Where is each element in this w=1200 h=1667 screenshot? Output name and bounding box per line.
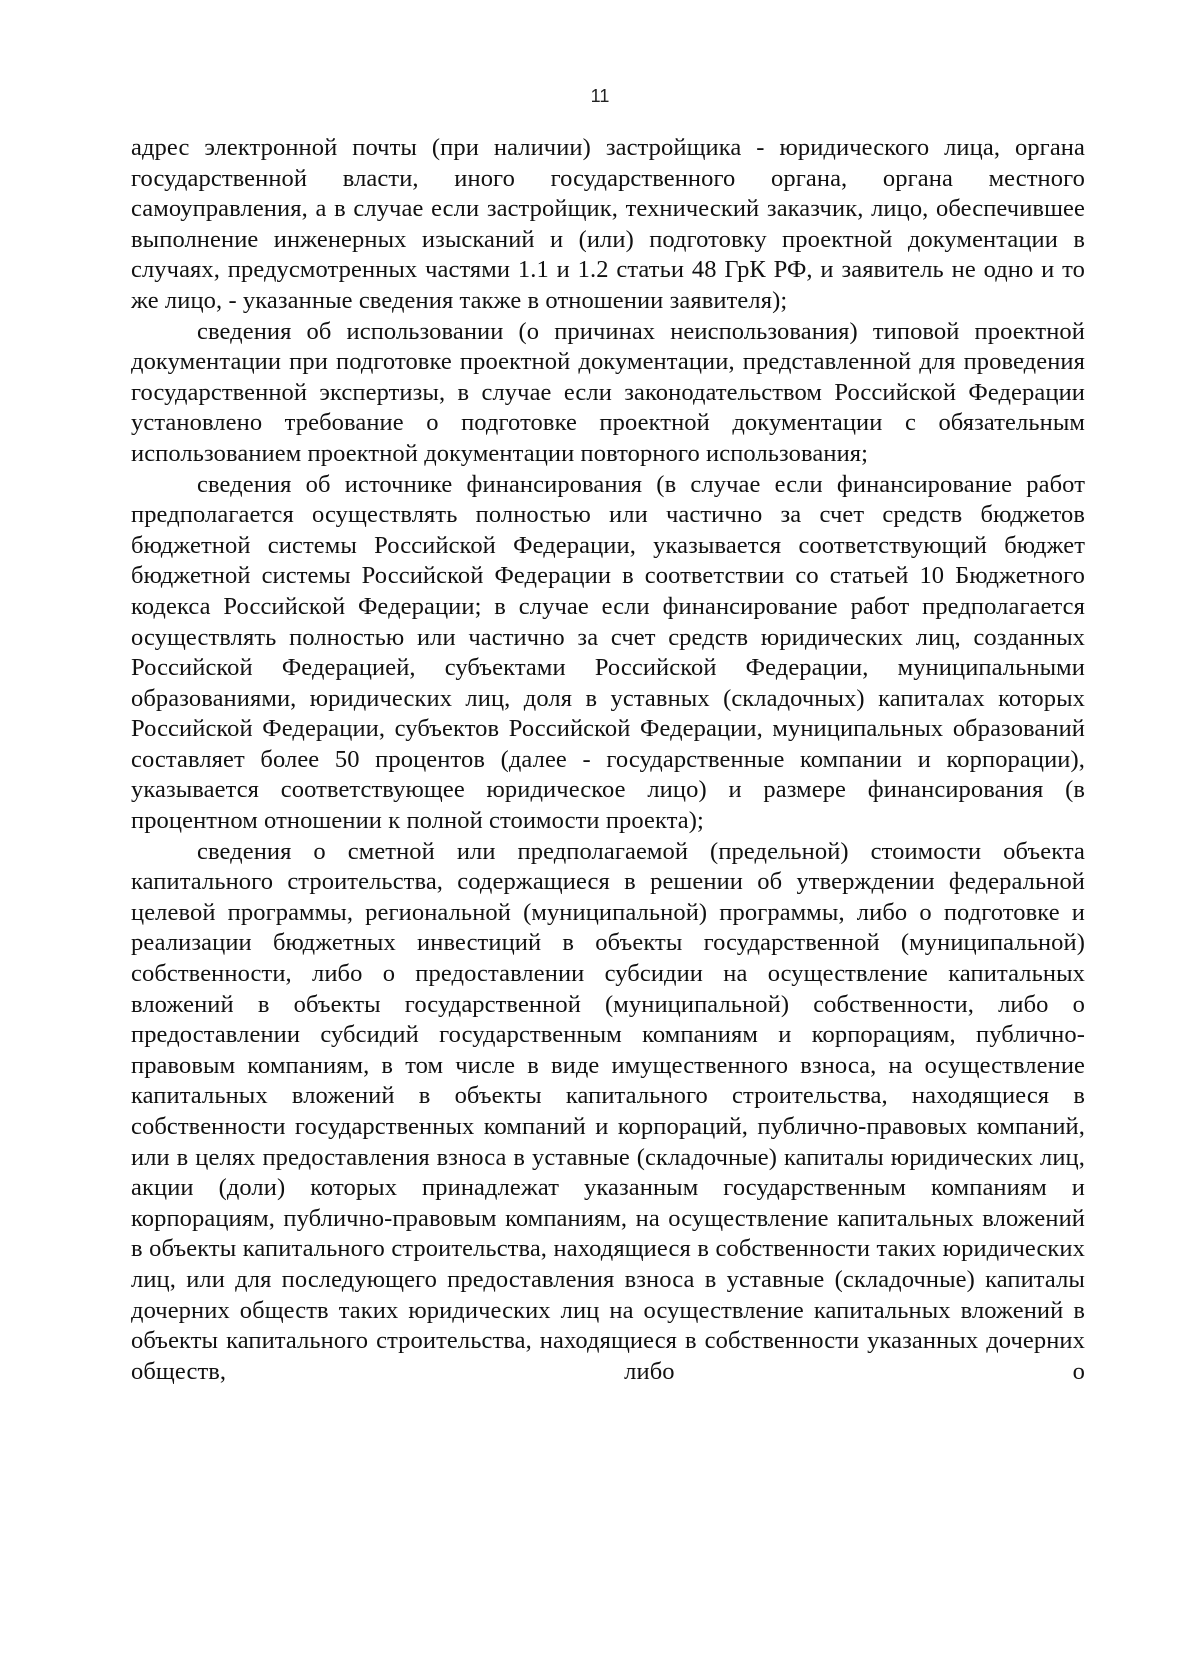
paragraph-estimated-cost: сведения о сметной или предполагаемой (предельной) стоимости объекта капитального строительства, содержащиеся в решении об утверждении федеральной целевой программы, региональной (муниципальной) программы, либо о подготовке и реализации бюджетных инвестиций в объекты государственной (муниципальной) собственности, либо о предоставлении субсидии на осуществление капитальных вложений в объекты государственной (муниципальной) собственности, либо о предоставлении субсидий государственным компаниям и корпорациям, публично-правовым компаниям, в том числе в виде имущественного взноса, на осуществление капитальных вложений в объекты капитального строительства, находящиеся в собственности государственных компаний и корпораций, публично-правовых компаний, или в целях предоставления взноса в уставные (складочные) капиталы юридических лиц, акции (доли) которых принадлежат указанным государственным компаниям и корпорациям, публично-правовым компаниям, на осуществление капитальных вложений в объекты капитального строительства, находящиеся в собственности таких юридических лиц, или для последующего предоставления взноса в уставные (складочные) капиталы дочерних обществ таких юридических лиц на осуществление капитальных вложений в объекты капитального строительства, находящиеся в собственности указанных дочерних обществ, либо о <box>131 837 1085 1385</box>
paragraph-financing-source: сведения об источнике финансирования (в случае если финансирование работ предполагается осуществлять полностью или частично за счет средств бюджетов бюджетной системы Российской Федерации, указывается соответствующий бюджет бюджетной системы Российской Федерации в соответствии со статьей 10 Бюджетного кодекса Российской Федерации; в случае если финансирование работ предполагается осуществлять полностью или частично за счет средств юридических лиц, созданных Российской Федерацией, субъектами Российской Федерации, муниципальными образованиями, юридических лиц, доля в уставных (складочных) капиталах которых Российской Федерации, субъектов Российской Федерации, муниципальных образований составляет более 50 процентов (далее - государственные компании и корпорации), указывается соответствующее юридическое лицо) и размере финансирования (в процентном отношении к полной стоимости проекта); <box>131 470 1085 835</box>
paragraph-typical-design-documentation: сведения об использовании (о причинах неиспользования) типовой проектной документации при подготовке проектной документации, представленной для проведения государственной экспертизы, в случае если законодательством Российской Федерации установлено требование о подготовке проектной документации с обязательным использованием проектной документации повторного использования; <box>131 317 1085 467</box>
document-body <box>131 133 1085 1387</box>
paragraph-applicant-email: адрес электронной почты (при наличии) застройщика - юридического лица, органа государственной власти, иного государственного органа, органа местного самоуправления, а в случае если застройщик, технический заказчик, лицо, обеспечившее выполнение инженерных изысканий и (или) подготовку проектной документации в случаях, предусмотренных частями 1.1 и 1.2 статьи 48 ГрК РФ, и заявитель не одно и то же лицо, - указанные сведения также в отношении заявителя); <box>131 134 1085 314</box>
page-number: 11 <box>590 86 610 106</box>
